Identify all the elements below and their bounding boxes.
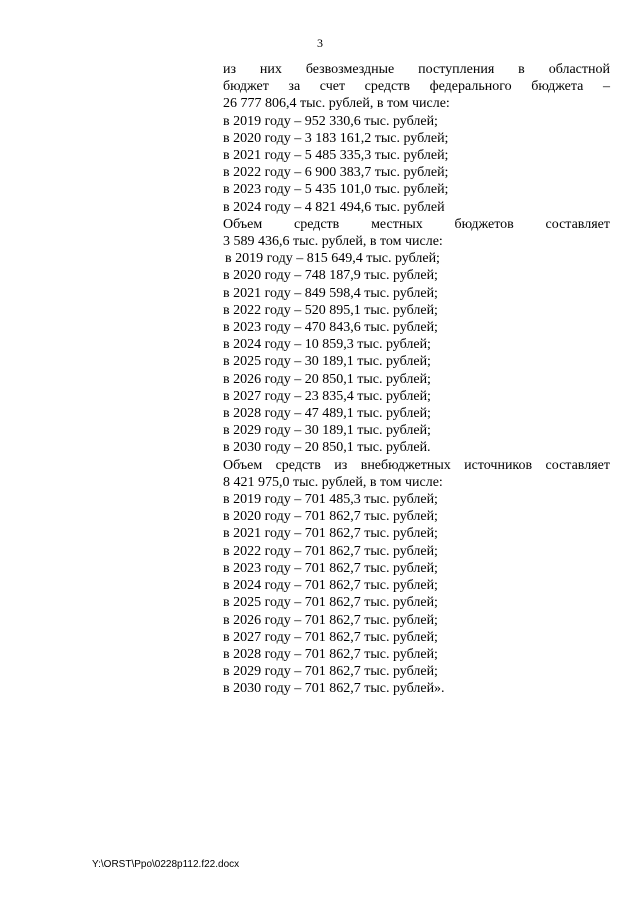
list-item: в 2020 году – 748 187,9 тыс. рублей;: [223, 268, 438, 284]
list-item: в 2023 году – 470 843,6 тыс. рублей;: [223, 320, 438, 336]
list-item: в 2021 году – 701 862,7 тыс. рублей;: [223, 526, 438, 542]
federal-paragraph-line-3: 26 777 806,4 тыс. рублей, в том числе:: [223, 96, 450, 112]
federal-paragraph-line-2: бюджет за счет средств федерального бюджета –: [223, 79, 610, 95]
list-item: в 2026 году – 20 850,1 тыс. рублей;: [223, 371, 431, 387]
footer-file-path: Y:\ORST\Ppo\0228p112.f22.docx: [92, 859, 240, 870]
page-number: 3: [317, 36, 323, 50]
extra-years-list: [223, 491, 610, 697]
federal-years-list: [223, 113, 610, 216]
extra-paragraph-line-1: Объем средств из внебюджетных источников составляет: [223, 457, 610, 473]
list-item: в 2030 году – 20 850,1 тыс. рублей.: [223, 440, 431, 456]
list-item: в 2021 году – 5 485 335,3 тыс. рублей;: [223, 148, 449, 164]
federal-paragraph-line-1: из них безвозмездные поступления в областной: [223, 62, 610, 77]
list-item: в 2025 году – 30 189,1 тыс. рублей;: [223, 354, 431, 370]
list-item: в 2023 году – 5 435 101,0 тыс. рублей;: [223, 182, 449, 198]
list-item: в 2024 году – 10 859,3 тыс. рублей;: [223, 337, 431, 353]
list-item: в 2027 году – 701 862,7 тыс. рублей;: [223, 629, 438, 645]
list-item: в 2022 году – 6 900 383,7 тыс. рублей;: [223, 165, 449, 181]
list-item: в 2020 году – 701 862,7 тыс. рублей;: [223, 509, 438, 525]
extra-paragraph-line-2: 8 421 975,0 тыс. рублей, в том числе:: [223, 474, 443, 490]
list-item: в 2024 году – 4 821 494,6 тыс. рублей: [223, 199, 445, 215]
list-item: в 2024 году – 701 862,7 тыс. рублей;: [223, 578, 438, 594]
list-item: в 2020 году – 3 183 161,2 тыс. рублей;: [223, 130, 449, 146]
list-item: в 2028 году – 47 489,1 тыс. рублей;: [223, 406, 431, 422]
list-item: в 2022 году – 701 862,7 тыс. рублей;: [223, 543, 438, 559]
local-paragraph-line-1: Объем средств местных бюджетов составляет: [223, 216, 610, 232]
list-item: в 2019 году – 952 330,6 тыс. рублей;: [223, 113, 438, 129]
list-item: в 2019 году – 701 485,3 тыс. рублей;: [223, 492, 438, 508]
list-item: в 2022 году – 520 895,1 тыс. рублей;: [223, 302, 438, 318]
list-item: в 2021 году – 849 598,4 тыс. рублей;: [223, 285, 438, 301]
list-item: в 2026 году – 701 862,7 тыс. рублей;: [223, 612, 438, 628]
list-item: в 2023 году – 701 862,7 тыс. рублей;: [223, 560, 438, 576]
list-item: в 2019 году – 815 649,4 тыс. рублей;: [225, 251, 440, 267]
local-paragraph-line-2: 3 589 436,6 тыс. рублей, в том числе:: [223, 234, 443, 250]
list-item: в 2027 году – 23 835,4 тыс. рублей;: [223, 388, 431, 404]
list-item: в 2030 году – 701 862,7 тыс. рублей».: [223, 681, 445, 697]
list-item: в 2029 году – 30 189,1 тыс. рублей;: [223, 423, 431, 439]
list-item: в 2029 году – 701 862,7 тыс. рублей;: [223, 664, 438, 680]
local-years-list: [223, 250, 610, 456]
list-item: в 2025 году – 701 862,7 тыс. рублей;: [223, 595, 438, 611]
document-body: [223, 61, 610, 698]
list-item: в 2028 году – 701 862,7 тыс. рублей;: [223, 646, 438, 662]
